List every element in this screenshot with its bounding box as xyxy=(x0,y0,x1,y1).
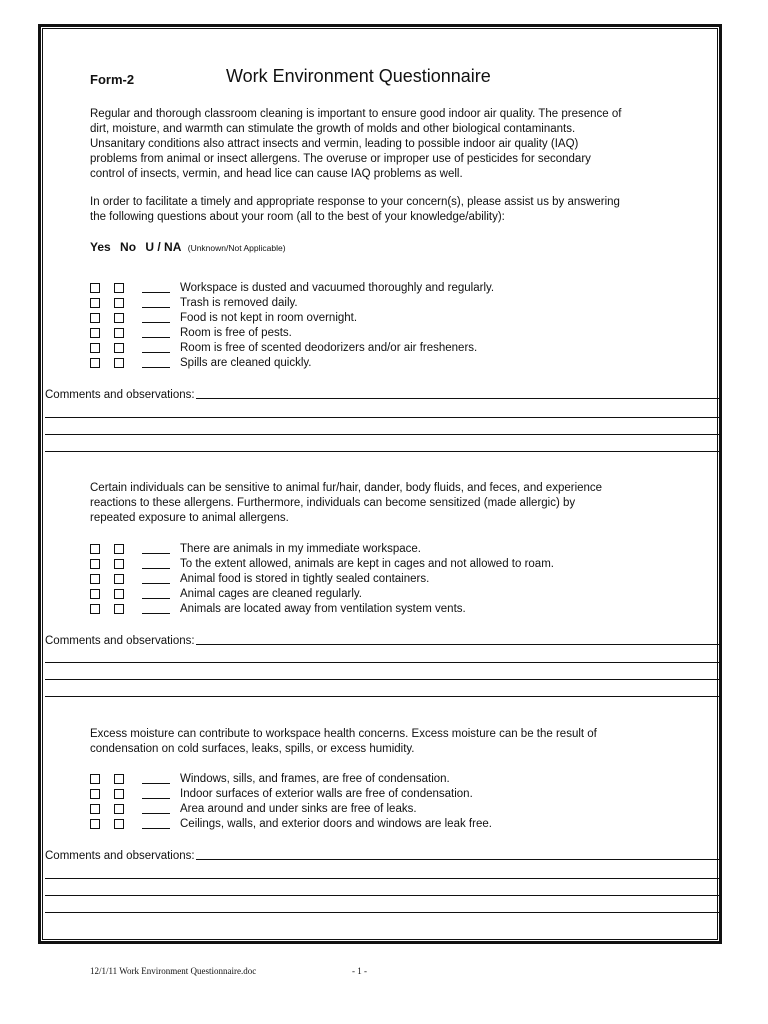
legend-no: No xyxy=(120,240,137,254)
legend-una-note: (Unknown/Not Applicable) xyxy=(187,243,286,253)
comments-line[interactable] xyxy=(45,895,722,896)
text-line: Certain individuals can be sensitive to animal fur/hair, dander, body fluids, and feces, and experience xyxy=(90,482,603,494)
una-blank[interactable] xyxy=(142,789,170,799)
checklist-item xyxy=(90,556,554,571)
no-checkbox[interactable] xyxy=(114,774,124,784)
item-text: Ceilings, walls, and exterior doors and windows are leak free. xyxy=(180,817,492,830)
checklist-item xyxy=(90,816,492,831)
item-text: Area around and under sinks are free of leaks. xyxy=(180,802,417,815)
item-text: Animal food is stored in tightly sealed containers. xyxy=(180,572,430,585)
no-checkbox[interactable] xyxy=(114,313,124,323)
yes-checkbox[interactable] xyxy=(90,283,100,293)
yes-checkbox[interactable] xyxy=(90,574,100,584)
checklist-item xyxy=(90,310,494,325)
checklist-item xyxy=(90,586,554,601)
yes-checkbox[interactable] xyxy=(90,589,100,599)
item-text: Food is not kept in room overnight. xyxy=(180,311,358,324)
no-checkbox[interactable] xyxy=(114,589,124,599)
comments-label: Comments and observations: xyxy=(45,389,195,401)
item-text: Workspace is dusted and vacuumed thoroughly and regularly. xyxy=(180,281,495,294)
text-line: the following questions about your room (all to the best of your knowledge/ability): xyxy=(90,211,505,223)
una-blank[interactable] xyxy=(142,574,170,584)
no-checkbox[interactable] xyxy=(114,559,124,569)
yes-checkbox[interactable] xyxy=(90,804,100,814)
no-checkbox[interactable] xyxy=(114,789,124,799)
checklist-moisture xyxy=(90,771,492,831)
comments-line[interactable] xyxy=(45,912,722,913)
text-line: dirt, moisture, and warmth can stimulate the growth of molds and other biological contaminants. xyxy=(90,123,576,135)
page-title: Work Environment Questionnaire xyxy=(226,66,491,86)
item-text: Animal cages are cleaned regularly. xyxy=(180,587,362,600)
comments-line[interactable] xyxy=(45,451,722,452)
comments-underline xyxy=(196,398,722,399)
item-text: Spills are cleaned quickly. xyxy=(180,356,312,369)
item-text: Room is free of scented deodorizers and/or air fresheners. xyxy=(180,341,478,354)
una-blank[interactable] xyxy=(142,283,170,293)
no-checkbox[interactable] xyxy=(114,804,124,814)
checklist-item xyxy=(90,601,554,616)
item-text: Room is free of pests. xyxy=(180,326,292,339)
intro-paragraph-2 xyxy=(90,195,690,225)
item-text: There are animals in my immediate workspace. xyxy=(180,542,421,555)
una-blank[interactable] xyxy=(142,358,170,368)
no-checkbox[interactable] xyxy=(114,283,124,293)
no-checkbox[interactable] xyxy=(114,358,124,368)
checklist-item xyxy=(90,355,494,370)
comments-line[interactable] xyxy=(45,878,722,879)
text-line: Excess moisture can contribute to workspace health concerns. Excess moisture can be the result of xyxy=(90,728,597,740)
text-line: Regular and thorough classroom cleaning is important to ensure good indoor air quality. The presence of xyxy=(90,108,622,120)
no-checkbox[interactable] xyxy=(114,819,124,829)
yes-checkbox[interactable] xyxy=(90,358,100,368)
yes-checkbox[interactable] xyxy=(90,789,100,799)
text-line: Unsanitary conditions also attract insects and vermin, leading to possible indoor air quality (IAQ) xyxy=(90,138,579,150)
no-checkbox[interactable] xyxy=(114,328,124,338)
checklist-animals xyxy=(90,541,554,616)
legend-yes: Yes xyxy=(90,240,111,254)
una-blank[interactable] xyxy=(142,544,170,554)
comments-field-1[interactable] xyxy=(45,386,722,401)
item-text: Trash is removed daily. xyxy=(180,296,298,309)
una-blank[interactable] xyxy=(142,804,170,814)
item-text: Animals are located away from ventilation system vents. xyxy=(180,602,466,615)
comments-field-3[interactable] xyxy=(45,847,722,862)
comments-underline xyxy=(196,644,722,645)
checklist-item xyxy=(90,571,554,586)
animals-paragraph xyxy=(90,481,690,526)
comments-underline xyxy=(196,859,722,860)
una-blank[interactable] xyxy=(142,604,170,614)
text-line: repeated exposure to animal allergens. xyxy=(90,512,289,524)
una-blank[interactable] xyxy=(142,774,170,784)
yes-checkbox[interactable] xyxy=(90,559,100,569)
item-text: To the extent allowed, animals are kept in cages and not allowed to roam. xyxy=(180,557,554,570)
yes-checkbox[interactable] xyxy=(90,313,100,323)
yes-checkbox[interactable] xyxy=(90,343,100,353)
comments-label: Comments and observations: xyxy=(45,635,195,647)
no-checkbox[interactable] xyxy=(114,298,124,308)
una-blank[interactable] xyxy=(142,313,170,323)
checklist-item xyxy=(90,340,494,355)
yes-checkbox[interactable] xyxy=(90,328,100,338)
una-blank[interactable] xyxy=(142,819,170,829)
text-line: condensation on cold surfaces, leaks, spills, or excess humidity. xyxy=(90,743,415,755)
una-blank[interactable] xyxy=(142,343,170,353)
item-text: Windows, sills, and frames, are free of condensation. xyxy=(180,772,450,785)
no-checkbox[interactable] xyxy=(114,343,124,353)
comments-line[interactable] xyxy=(45,434,722,435)
yes-checkbox[interactable] xyxy=(90,298,100,308)
text-line: problems from animal or insect allergens. The overuse or improper use of pesticides for secondary xyxy=(90,153,591,165)
intro-paragraph-1 xyxy=(90,107,690,182)
checklist-item xyxy=(90,771,492,786)
checklist-item xyxy=(90,541,554,556)
comments-line[interactable] xyxy=(45,679,722,680)
text-line: reactions to these allergens. Furthermore, individuals can become sensitized (made allergic) by xyxy=(90,497,576,509)
checklist-item xyxy=(90,295,494,310)
no-checkbox[interactable] xyxy=(114,544,124,554)
no-checkbox[interactable] xyxy=(114,604,124,614)
una-blank[interactable] xyxy=(142,589,170,599)
checklist-item xyxy=(90,801,492,816)
form-label: Form-2 xyxy=(90,72,135,87)
comments-line[interactable] xyxy=(45,696,722,697)
yes-checkbox[interactable] xyxy=(90,604,100,614)
yes-checkbox[interactable] xyxy=(90,774,100,784)
text-line: control of insects, vermin, and head lice can cause IAQ problems as well. xyxy=(90,168,463,180)
footer-page-number: - 1 - xyxy=(352,966,367,976)
una-blank[interactable] xyxy=(142,559,170,569)
moisture-paragraph xyxy=(90,727,690,757)
yes-checkbox[interactable] xyxy=(90,544,100,554)
comments-line[interactable] xyxy=(45,662,722,663)
checklist-cleaning xyxy=(90,280,494,370)
text-line: In order to facilitate a timely and appropriate response to your concern(s), please assist us by answering xyxy=(90,196,620,208)
checklist-item xyxy=(90,786,492,801)
comments-label: Comments and observations: xyxy=(45,850,195,862)
checklist-item xyxy=(90,280,494,295)
una-blank[interactable] xyxy=(142,328,170,338)
no-checkbox[interactable] xyxy=(114,574,124,584)
yes-checkbox[interactable] xyxy=(90,819,100,829)
item-text: Indoor surfaces of exterior walls are free of condensation. xyxy=(180,787,473,800)
comments-field-2[interactable] xyxy=(45,632,722,647)
answer-legend xyxy=(90,240,292,254)
una-blank[interactable] xyxy=(142,298,170,308)
comments-line[interactable] xyxy=(45,417,722,418)
checklist-item xyxy=(90,325,494,340)
legend-una: U / NA xyxy=(145,240,182,254)
footer-filename: 12/1/11 Work Environment Questionnaire.doc xyxy=(90,966,257,976)
